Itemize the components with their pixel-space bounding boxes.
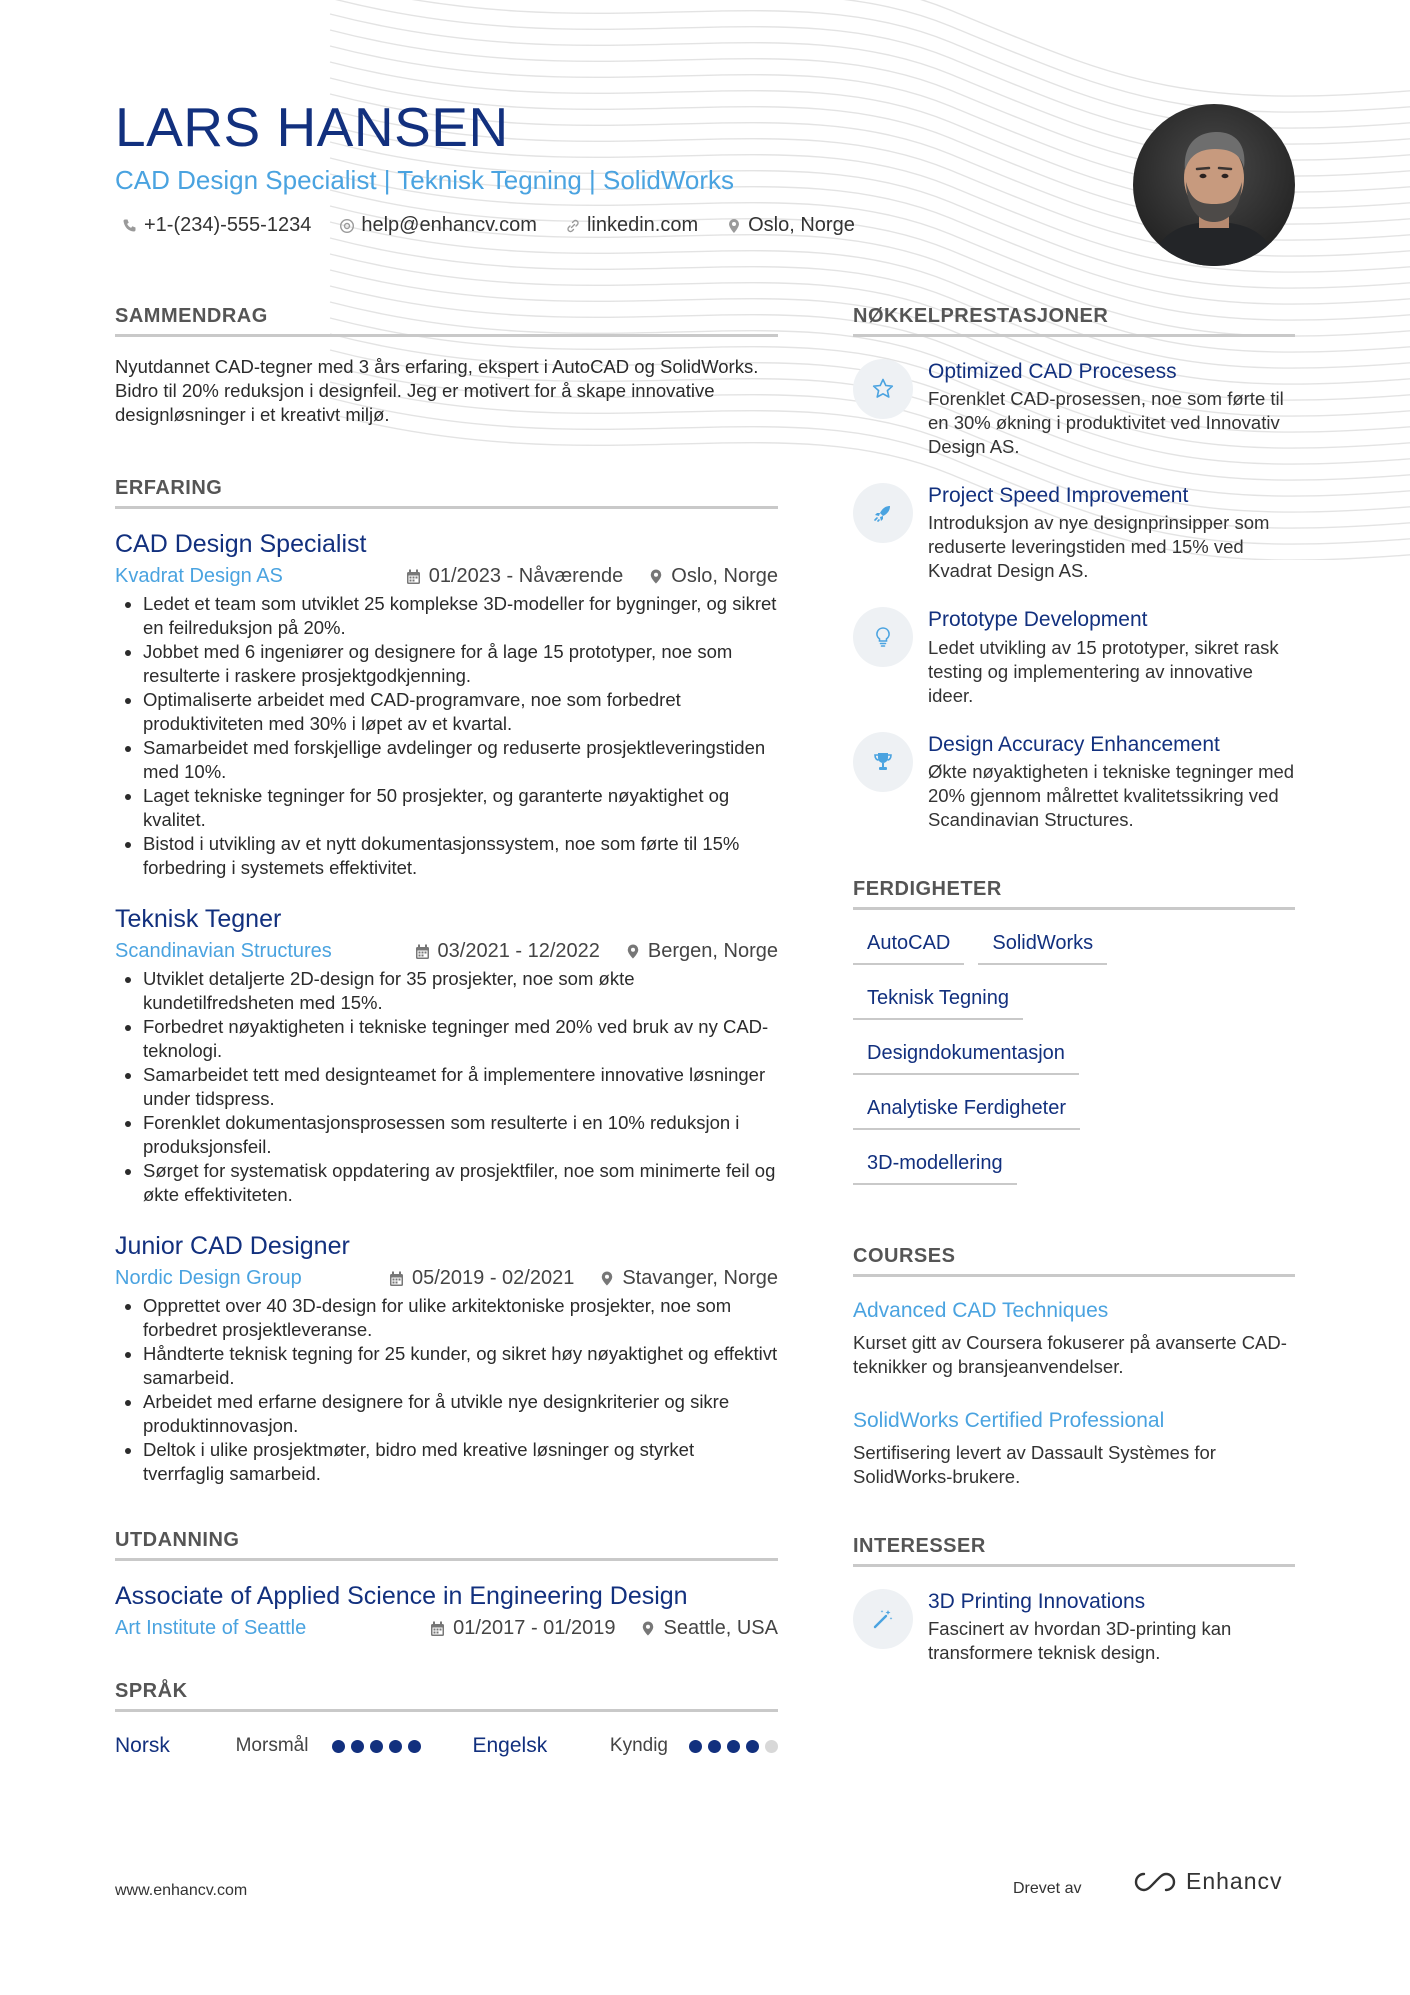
location-pin-icon (626, 943, 640, 960)
job-location-text: Stavanger, Norge (622, 1267, 778, 1289)
contact-location (726, 214, 855, 237)
job-location (626, 940, 778, 963)
school-name: Art Institute of Seattle (115, 1617, 307, 1639)
contact-email[interactable] (339, 214, 537, 237)
achievement-item (853, 359, 1295, 459)
skill-tag: Teknisk Tegning (853, 979, 1023, 1020)
achievement-item (853, 483, 1295, 583)
achievement-item (853, 732, 1295, 832)
skill-tag: AutoCAD (853, 924, 964, 965)
rating-dot (746, 1740, 759, 1753)
language-name: Engelsk (472, 1734, 548, 1757)
job-bullets (115, 1294, 778, 1486)
right-column (853, 305, 1295, 1665)
courses-section (853, 1245, 1295, 1489)
job-bullet: • Bistod i utvikling av et nytt dokumentasjonssystem, noe som førte til 15% forbedring i systemets effektivitet. (143, 832, 778, 880)
job-entry (115, 529, 778, 880)
wave-line (330, 0, 1410, 96)
job-bullet: • Utviklet detaljerte 2D-design for 35 prosjekter, noe som økte kundetilfredsheten med 15%. (143, 967, 778, 1015)
company-name: Kvadrat Design AS (115, 565, 283, 587)
summary-text: Nyutdannet CAD-tegner med 3 års erfaring, ekspert i AutoCAD og SolidWorks. Bidro til 20% reduksjon i designfeil. Jeg er motivert for å skape innovative designløsninger i et kreativt miljø. (115, 356, 759, 425)
job-bullet: • Samarbeidet tett med designteamet for å implementere innovative løsninger under tidspress. (143, 1063, 778, 1111)
job-bullet: • Samarbeidet med forskjellige avdelinger og reduserte prosjektleveringstiden med 10%. (143, 736, 778, 784)
education-location-text: Seattle, USA (663, 1617, 778, 1639)
language-level: Kyndig (609, 1735, 669, 1756)
skill-tag: Analytiske Ferdigheter (853, 1089, 1080, 1130)
job-bullet: • Laget tekniske tegninger for 50 prosjekter, og garanterte nøyaktighet og kvalitet. (143, 784, 778, 832)
brand-logo (1132, 1868, 1283, 1895)
job-location-text: Oslo, Norge (671, 565, 778, 587)
contact-phone-text: +1-(234)-555-1234 (144, 214, 312, 236)
languages-heading: SPRÅK (115, 1680, 778, 1712)
infinity-logo-icon (1132, 1870, 1178, 1894)
achievement-title: Prototype Development (928, 608, 1148, 632)
location-pin-icon (726, 218, 742, 234)
job-bullet: • Forenklet dokumentasjonsprosessen som resulterte i en 10% reduksjon i produksjonsfeil. (143, 1111, 778, 1159)
job-title: Teknisk Tegner (115, 905, 282, 933)
education-meta (115, 1617, 778, 1640)
footer-url[interactable]: www.enhancv.com (115, 1882, 248, 1899)
rating-dot (370, 1740, 383, 1753)
achievement-title: Optimized CAD Procesess (928, 360, 1177, 383)
at-icon (339, 218, 355, 234)
skills-heading: FERDIGHETER (853, 878, 1295, 910)
interests-section (853, 1535, 1295, 1665)
experience-heading: ERFARING (115, 477, 778, 509)
interest-item (853, 1589, 1295, 1665)
job-bullet: • Håndterte teknisk tegning for 25 kunder, og sikret høy nøyaktighet og effektivt samarbeid. (143, 1342, 778, 1390)
location-pin-icon (649, 568, 663, 585)
language-rating (689, 1740, 778, 1753)
achievements-heading: NØKKELPRESTASJONER (853, 305, 1295, 337)
achievement-desc: Forenklet CAD-prosessen, noe som førte til en 30% økning i produktivitet ved Innovativ Design AS. (928, 388, 1284, 458)
summary-section (115, 305, 778, 427)
job-dates (389, 1267, 574, 1290)
rating-dot (351, 1740, 364, 1753)
rating-dot (332, 1740, 345, 1753)
calendar-icon (389, 1271, 404, 1287)
rating-dot (708, 1740, 721, 1753)
rating-dot (727, 1740, 740, 1753)
language-name: Norsk (115, 1734, 170, 1757)
job-location (600, 1267, 778, 1290)
job-bullets (115, 592, 778, 880)
lightbulb-icon (853, 607, 913, 667)
job-bullet: • Jobbet med 6 ingeniører og designere for å lage 15 prototyper, noe som resulterte i raskere prosjektgodkjenning. (143, 640, 778, 688)
job-meta (115, 565, 778, 588)
job-entry (115, 904, 778, 1207)
skill-tag: SolidWorks (978, 924, 1107, 965)
location-pin-icon (600, 1270, 614, 1287)
job-list (115, 529, 778, 1486)
contact-phone (122, 214, 311, 237)
rating-dot (389, 1740, 402, 1753)
job-bullet: • Ledet et team som utviklet 25 komplekse 3D-modeller for bygninger, og sikret en feilreduksjon på 20%. (143, 592, 778, 640)
achievement-title: Project Speed Improvement (928, 484, 1189, 508)
skills-section (853, 878, 1295, 1185)
calendar-icon (406, 569, 421, 585)
language-list (115, 1734, 778, 1758)
location-pin-icon (641, 1620, 655, 1637)
courses-heading: COURSES (853, 1245, 1295, 1277)
course-title: Advanced CAD Techniques (853, 1298, 1109, 1322)
language-rating (332, 1740, 421, 1753)
course-desc: Sertifisering levert av Dassault Systèmes for SolidWorks-brukere. (853, 1441, 1216, 1487)
experience-section (115, 477, 778, 1486)
skill-row (853, 1089, 1295, 1130)
contact-location-text: Oslo, Norge (748, 214, 855, 236)
job-bullet: • Optimaliserte arbeidet med CAD-programvare, noe som forbedret produktiviteten med 30% i løpet av et kvartal. (143, 688, 778, 736)
company-name: Scandinavian Structures (115, 940, 332, 962)
education-dates (430, 1617, 615, 1640)
profile-photo (1133, 104, 1295, 266)
phone-icon (122, 218, 138, 234)
rating-dot (765, 1740, 778, 1753)
job-bullet: • Sørget for systematisk oppdatering av prosjektfiler, noe som minimerte feil og økte effektiviteten. (143, 1159, 778, 1207)
left-column (115, 305, 778, 1758)
education-heading: UTDANNING (115, 1529, 778, 1561)
degree-title: Associate of Applied Science in Engineering Design (115, 1582, 688, 1610)
candidate-name: LARS HANSEN (115, 96, 509, 158)
job-meta (115, 1267, 778, 1290)
achievement-desc: Økte nøyaktigheten i tekniske tegninger med 20% gjennom målrettet kvalitetssikring ved Scandinavian Structures. (928, 760, 1295, 830)
achievements-section (853, 305, 1295, 832)
job-location (649, 565, 778, 588)
education-dates-text: 01/2017 - 01/2019 (453, 1617, 616, 1639)
rocket-icon (853, 483, 913, 543)
star-icon (853, 359, 913, 419)
job-meta (115, 940, 778, 963)
contact-email-text: help@enhancv.com (361, 214, 537, 236)
trophy-icon (853, 732, 913, 792)
link-icon (565, 218, 581, 234)
skill-row (853, 979, 1295, 1020)
skill-tag: Designdokumentasjon (853, 1034, 1079, 1075)
education-section (115, 1529, 778, 1640)
powered-by-label: Drevet av (1013, 1880, 1082, 1897)
job-entry (115, 1231, 778, 1486)
skill-row (853, 924, 1295, 965)
brand-name: Enhancv (1186, 1868, 1283, 1894)
interest-title: 3D Printing Innovations (928, 1589, 1146, 1613)
course-desc: Kurset gitt av Coursera fokuserer på avanserte CAD-teknikker og bransjeanvendelser. (853, 1331, 1287, 1377)
interest-desc: Fascinert av hvordan 3D-printing kan transformere teknisk design. (928, 1617, 1232, 1663)
achievement-desc: Ledet utvikling av 15 prototyper, sikret rask testing og implementering av innovative ideer. (928, 636, 1279, 706)
magic-wand-icon (853, 1589, 913, 1649)
course-title: SolidWorks Certified Professional (853, 1408, 1165, 1432)
job-location-text: Bergen, Norge (647, 940, 778, 962)
interests-heading: INTERESSER (853, 1535, 1295, 1567)
contact-list (122, 214, 855, 237)
language-level: Morsmål (235, 1735, 309, 1756)
education-location (641, 1617, 778, 1640)
calendar-icon (430, 1621, 445, 1637)
contact-linkedin-text: linkedin.com (586, 214, 699, 236)
achievement-item (853, 607, 1295, 707)
languages-section (115, 1680, 778, 1758)
rating-dot (689, 1740, 702, 1753)
achievement-desc: Introduksjon av nye designprinsipper som reduserte leveringstiden med 15% ved Kvadrat Design AS. (928, 512, 1270, 582)
job-bullets (115, 967, 778, 1207)
skill-row (853, 1034, 1295, 1075)
summary-heading: SAMMENDRAG (115, 305, 778, 337)
calendar-icon (415, 944, 430, 960)
job-bullet: • Opprettet over 40 3D-design for ulike arkitektoniske prosjekter, noe som forbedret prosjektleveranse. (143, 1294, 778, 1342)
skill-list (853, 924, 1295, 1185)
job-dates (406, 565, 624, 588)
job-title: Junior CAD Designer (115, 1232, 350, 1260)
job-bullet: • Deltok i ulike prosjektmøter, bidro med kreative løsninger og styrket tverrfaglig samarbeid. (143, 1438, 778, 1486)
job-bullet: • Arbeidet med erfarne designere for å utvikle nye designkriterier og sikre produktinnovasjon. (143, 1390, 778, 1438)
job-dates-text: 01/2023 - Nåværende (428, 565, 624, 587)
job-dates-text: 05/2019 - 02/2021 (411, 1267, 575, 1289)
job-bullet: • Forbedret nøyaktigheten i tekniske tegninger med 20% ved bruk av ny CAD-teknologi. (143, 1015, 778, 1063)
contact-linkedin[interactable] (565, 214, 698, 237)
candidate-subtitle: CAD Design Specialist | Teknisk Tegning | SolidWorks (115, 165, 735, 195)
rating-dot (408, 1740, 421, 1753)
company-name: Nordic Design Group (115, 1267, 302, 1289)
achievement-title: Design Accuracy Enhancement (928, 732, 1220, 756)
skill-row (853, 1144, 1295, 1185)
portrait-illustration (1133, 104, 1295, 266)
job-dates (415, 940, 600, 963)
skill-tag: 3D-modellering (853, 1144, 1017, 1185)
job-dates-text: 03/2021 - 12/2022 (437, 940, 600, 962)
job-title: CAD Design Specialist (115, 530, 367, 558)
